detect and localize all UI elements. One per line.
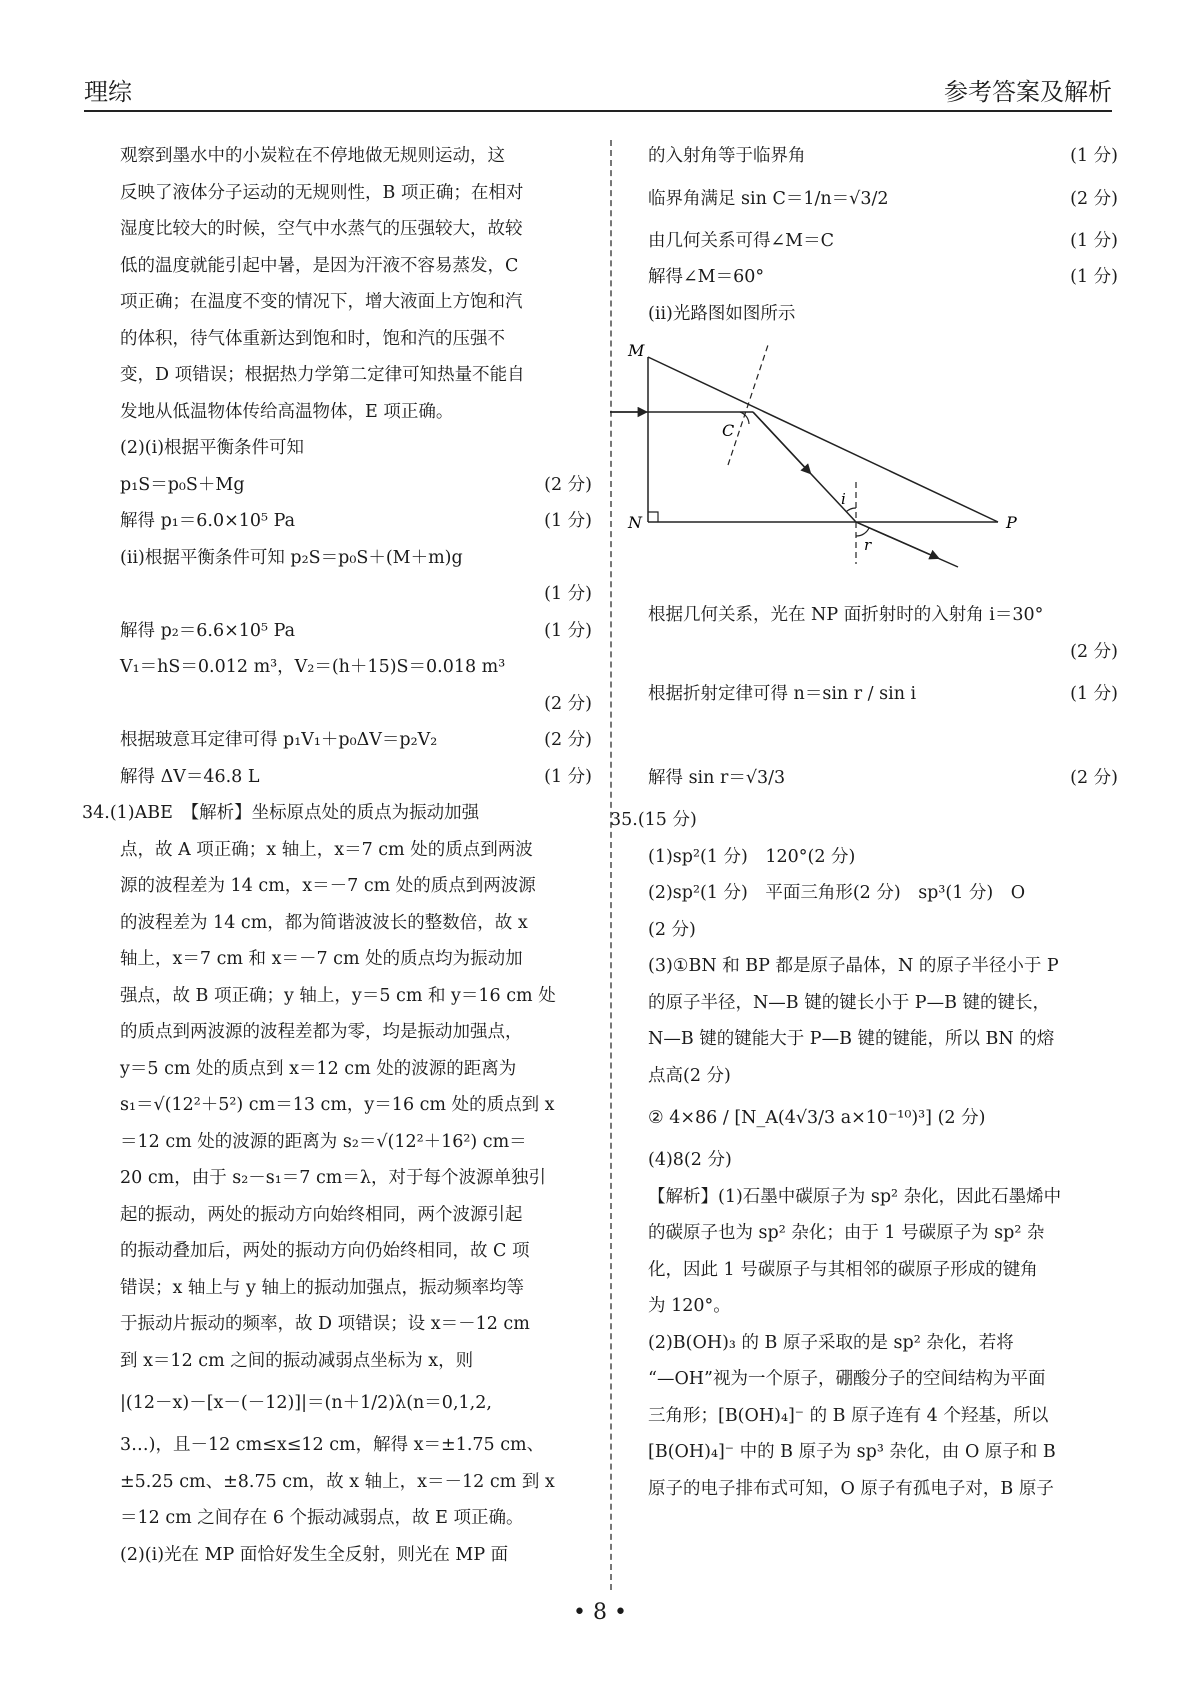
- text-line: [648, 1058, 1118, 1095]
- text-line: [120, 284, 592, 321]
- line-text: 化，因此 1 号碳原子与其相邻的碳原子形成的键角: [648, 1259, 1038, 1280]
- text-line: [120, 1160, 592, 1197]
- text-line: [120, 1051, 592, 1088]
- text-line: [120, 1124, 592, 1161]
- text-line: [120, 1379, 592, 1427]
- text-line: [120, 1270, 592, 1307]
- line-score: (1 分): [544, 511, 592, 531]
- line-text: 点高(2 分): [648, 1065, 731, 1086]
- line-text: 起的振动，两处的振动方向始终相同，两个波源引起: [120, 1204, 523, 1225]
- text-line: [648, 1434, 1118, 1471]
- text-line: [82, 795, 592, 832]
- line-text: “—OH”视为一个原子，硼酸分子的空间结构为平面: [648, 1369, 1046, 1389]
- text-line: [648, 948, 1118, 985]
- text-line: [648, 138, 1118, 175]
- text-line: [120, 649, 592, 686]
- line-text: 【解析】(1)石墨中碳原子为 sp² 杂化，因此石墨烯中: [648, 1186, 1062, 1207]
- text-line: [648, 1252, 1118, 1289]
- text-line: [610, 802, 1118, 839]
- text-line: [648, 175, 1118, 223]
- label-p: P: [1006, 513, 1017, 532]
- line-text: 三角形；[B(OH)₄]⁻ 的 B 原子连有 4 个羟基，所以: [648, 1405, 1049, 1426]
- text-line: [648, 597, 1118, 634]
- line-text: 的质点到两波源的波程差都为零，均是振动加强点，: [120, 1022, 523, 1042]
- right-angle-mark: [648, 512, 658, 522]
- text-line: [120, 1233, 592, 1270]
- text-line: [120, 1087, 592, 1124]
- text-line: [120, 576, 592, 613]
- line-text: 解得 ΔV＝46.8 L: [120, 766, 260, 787]
- side-mp: [648, 357, 998, 522]
- text-line: [648, 1288, 1118, 1325]
- line-text: 湿度比较大的时候，空气中水蒸气的压强较大，故较: [120, 219, 523, 239]
- spacer: [648, 718, 1118, 754]
- text-line: [120, 1343, 592, 1380]
- text-line: [648, 1361, 1118, 1398]
- line-text: 发地从低温物体传给高温物体，E 项正确。: [120, 401, 454, 422]
- line-text: 由几何关系可得∠M＝C: [648, 230, 834, 251]
- line-text: (2)(ⅰ)光在 MP 面恰好发生全反射，则光在 MP 面: [120, 1544, 509, 1565]
- text-line: [648, 839, 1118, 876]
- line-text: N—B 键的键能大于 P—B 键的键能，所以 BN 的熔: [648, 1029, 1055, 1049]
- line-text: 35.(15 分): [610, 810, 697, 830]
- text-line: [648, 1021, 1118, 1058]
- label-c: C: [722, 421, 735, 440]
- text-line: [648, 912, 1118, 949]
- line-text: 低的温度就能引起中暑，是因为汗液不容易蒸发，C: [120, 255, 519, 276]
- line-text: 的原子半径，N—B 键的键长小于 P—B 键的键长，: [648, 992, 1050, 1013]
- line-text: 强点，故 B 项正确；y 轴上，y＝5 cm 和 y＝16 cm 处: [120, 985, 556, 1006]
- line-text: 根据折射定律可得 n＝sin r / sin i: [648, 684, 917, 704]
- right-column-bottom: [610, 597, 1118, 1507]
- text-line: [120, 467, 592, 504]
- text-line: [648, 259, 1118, 296]
- line-score: (1 分): [1070, 267, 1118, 287]
- line-text: 反映了液体分子运动的无规则性，B 项正确；在相对: [120, 182, 524, 203]
- angle-r-arc: [856, 528, 869, 536]
- line-score: (2 分): [544, 474, 592, 495]
- text-line: [120, 1500, 592, 1537]
- line-text: (2)B(OH)₃ 的 B 原子采取的是 sp² 杂化，若将: [648, 1332, 1014, 1353]
- line-text: 20 cm，由于 s₂－s₁＝7 cm＝λ，对于每个波源单独引: [120, 1168, 546, 1188]
- column-divider: [610, 140, 612, 1590]
- line-text: 的入射角等于临界角: [648, 146, 806, 166]
- line-text: 为 120°。: [648, 1296, 731, 1316]
- line-score: (2 分): [1070, 768, 1118, 788]
- text-line: [120, 759, 592, 796]
- line-text: 的体积，待气体重新达到饱和时，饱和汽的压强不: [120, 328, 505, 349]
- text-line: [120, 540, 592, 577]
- line-text: 解得 p₁＝6.0×10⁵ Pa: [120, 511, 296, 531]
- line-score: (2 分): [544, 693, 592, 714]
- line-text: (ⅱ)根据平衡条件可知 p₂S＝p₀S＋(M＋m)g: [120, 547, 463, 568]
- text-line: [648, 875, 1118, 912]
- line-text: (4)8(2 分): [648, 1150, 732, 1170]
- text-line: [120, 905, 592, 942]
- text-line: [120, 503, 592, 540]
- line-text: ＝12 cm 之间存在 6 个振动减弱点，故 E 项正确。: [120, 1508, 524, 1528]
- text-line: [648, 1471, 1118, 1508]
- line-text: p₁S＝p₀S＋Mg: [120, 474, 245, 495]
- text-line: [120, 686, 592, 723]
- text-line: [120, 1014, 592, 1051]
- line-text: 根据几何关系，光在 NP 面折射时的入射角 i＝30°: [648, 605, 1044, 625]
- line-score: (1 分): [544, 620, 592, 641]
- line-text: V₁＝hS＝0.012 m³，V₂＝(h＋15)S＝0.018 m³: [120, 657, 506, 677]
- line-text: 轴上，x＝7 cm 和 x＝－7 cm 处的质点均为振动加: [120, 949, 523, 969]
- text-line: [120, 1464, 592, 1501]
- line-text: 根据玻意耳定律可得 p₁V₁＋p₀ΔV＝p₂V₂: [120, 730, 438, 750]
- line-text: (3)①BN 和 BP 都是原子晶体，N 的原子半径小于 P: [648, 956, 1059, 976]
- line-text: 观察到墨水中的小炭粒在不停地做无规则运动，这: [120, 146, 505, 166]
- line-score: (2 分): [544, 730, 592, 750]
- text-line: [120, 978, 592, 1015]
- text-line: [648, 1325, 1118, 1362]
- line-text: 解得 sin r＝√3/3: [648, 768, 786, 788]
- right-column-top: [648, 138, 1118, 332]
- header-subject: 理综: [84, 78, 132, 106]
- text-line: [120, 1537, 592, 1574]
- line-score: (2 分): [1070, 188, 1118, 209]
- line-text: 临界角满足 sin C＝1/n＝√3/2: [648, 188, 889, 209]
- text-line: [120, 1197, 592, 1234]
- line-text: |(12－x)－[x－(－12)]|＝(n＋1/2)λ(n＝0,1,2,: [120, 1393, 492, 1413]
- line-score: (1 分): [544, 584, 592, 604]
- label-r: r: [864, 536, 872, 554]
- line-score: (1 分): [1070, 684, 1118, 704]
- page-number: • 8 •: [573, 1600, 627, 1625]
- label-m: M: [628, 341, 645, 360]
- reflected-arrow: [753, 412, 810, 473]
- line-text: (1)sp²(1 分) 120°(2 分): [648, 846, 856, 867]
- line-text: 的波程差为 14 cm，都为简谐波波长的整数倍，故 x: [120, 912, 528, 933]
- text-line: [120, 1427, 592, 1464]
- text-line: [120, 211, 592, 248]
- line-text: ② 4×86 / [N_A(4√3/3 a×10⁻¹⁰)³] (2 分): [648, 1108, 986, 1128]
- text-line: [648, 754, 1118, 802]
- text-line: [648, 1215, 1118, 1252]
- line-text: (ⅱ)光路图如图所示: [648, 303, 796, 324]
- label-n: N: [628, 513, 642, 532]
- line-score: (1 分): [544, 766, 592, 787]
- line-text: 原子的电子排布式可知，O 原子有孤电子对，B 原子: [648, 1478, 1054, 1499]
- text-line: [120, 138, 592, 175]
- text-line: [120, 357, 592, 394]
- line-score: (1 分): [1070, 230, 1118, 251]
- angle-i-arc: [846, 508, 856, 512]
- normal-mp: [728, 345, 768, 465]
- text-line: [120, 868, 592, 905]
- text-line: [120, 613, 592, 650]
- text-line: [648, 223, 1118, 260]
- line-text: 点，故 A 项正确；x 轴上，x＝7 cm 处的质点到两波: [120, 839, 533, 860]
- line-text: (2)sp²(1 分) 平面三角形(2 分) sp³(1 分) O: [648, 883, 1026, 903]
- left-column: [82, 138, 592, 1573]
- angle-c-arc: [740, 412, 749, 424]
- text-line: [648, 1142, 1118, 1179]
- text-line: [120, 1306, 592, 1343]
- text-line: [120, 248, 592, 285]
- header-doc-title: 参考答案及解析: [944, 78, 1112, 106]
- right-column: [610, 138, 1118, 1507]
- text-line: [648, 670, 1118, 718]
- text-line: [120, 430, 592, 467]
- line-text: (2)(ⅰ)根据平衡条件可知: [120, 438, 305, 458]
- line-text: (2 分): [648, 919, 696, 940]
- light-path-diagram: [628, 332, 1078, 597]
- line-score: (1 分): [1070, 146, 1118, 166]
- line-text: 项正确；在温度不变的情况下，增大液面上方饱和汽: [120, 292, 523, 312]
- line-text: ＝12 cm 处的波源的距离为 s₂＝√(12²＋16²) cm＝: [120, 1131, 527, 1152]
- text-line: [648, 634, 1118, 671]
- line-text: 错误；x 轴上与 y 轴上的振动加强点，振动频率均等: [120, 1277, 524, 1298]
- line-text: 到 x＝12 cm 之间的振动减弱点坐标为 x，则: [120, 1350, 474, 1371]
- line-text: 解得 p₂＝6.6×10⁵ Pa: [120, 620, 296, 641]
- line-text: [B(OH)₄]⁻ 中的 B 原子为 sp³ 杂化，由 O 原子和 B: [648, 1442, 1056, 1462]
- line-text: 变，D 项错误；根据热力学第二定律可知热量不能自: [120, 365, 525, 385]
- text-line: [120, 941, 592, 978]
- line-text: 的碳原子也为 sp² 杂化；由于 1 号碳原子为 sp² 杂: [648, 1223, 1045, 1243]
- text-line: [648, 1094, 1118, 1142]
- text-line: [648, 296, 1118, 333]
- line-text: 3…)，且－12 cm≤x≤12 cm，解得 x＝±1.75 cm、: [120, 1435, 545, 1455]
- text-line: [120, 321, 592, 358]
- text-line: [648, 1179, 1118, 1216]
- text-line: [648, 985, 1118, 1022]
- text-line: [120, 175, 592, 212]
- line-text: 解得∠M＝60°: [648, 267, 765, 287]
- line-text: 源的波程差为 14 cm，x＝－7 cm 处的质点到两波源: [120, 876, 536, 896]
- line-text: y＝5 cm 处的质点到 x＝12 cm 处的波源的距离为: [120, 1058, 517, 1079]
- line-text: 于振动片振动的频率，故 D 项错误；设 x＝－12 cm: [120, 1314, 530, 1334]
- line-text: ±5.25 cm、±8.75 cm，故 x 轴上，x＝－12 cm 到 x: [120, 1471, 555, 1492]
- text-line: [120, 722, 592, 759]
- header-rule: [84, 110, 1112, 112]
- line-score: (2 分): [1070, 641, 1118, 662]
- line-text: 34.(1)ABE 【解析】坐标原点处的质点为振动加强: [82, 803, 480, 823]
- text-line: [120, 832, 592, 869]
- label-i: i: [841, 490, 846, 508]
- line-text: s₁＝√(12²＋5²) cm＝13 cm，y＝16 cm 处的质点到 x: [120, 1095, 555, 1115]
- text-line: [648, 1398, 1118, 1435]
- text-line: [120, 394, 592, 431]
- line-text: 的振动叠加后，两处的振动方向仍始终相同，故 C 项: [120, 1241, 530, 1261]
- optical-path-figure: [628, 332, 1118, 597]
